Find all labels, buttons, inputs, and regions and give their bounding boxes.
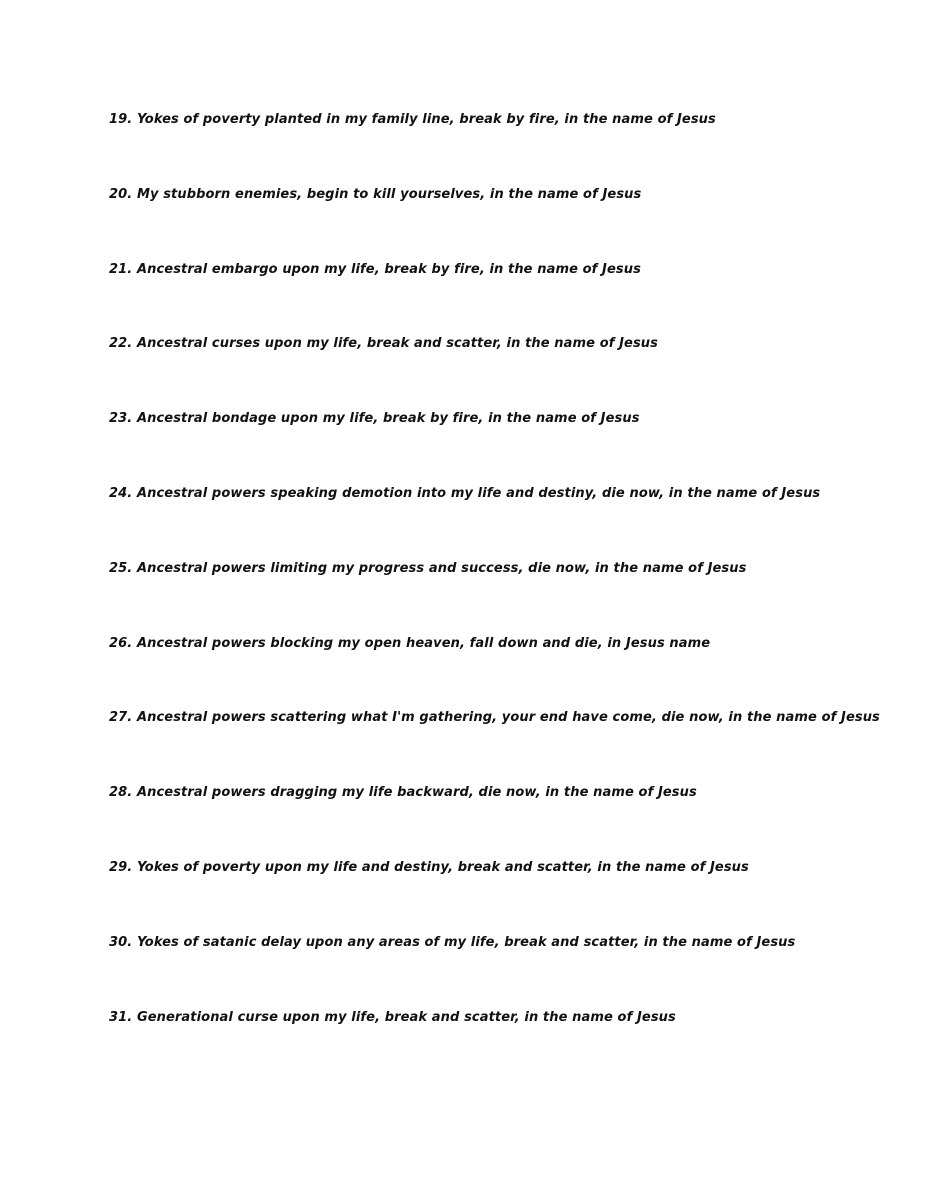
prayer-item-20: 20. My stubborn enemies, begin to kill yourselves, in the name of Jesus <box>109 186 642 202</box>
prayer-item-28: 28. Ancestral powers dragging my life backward, die now, in the name of Jesus <box>109 785 697 801</box>
prayer-item-31: 31. Generational curse upon my life, break and scatter, in the name of Jesus <box>109 1009 676 1025</box>
prayer-item-22: 22. Ancestral curses upon my life, break and scatter, in the name of Jesus <box>109 336 658 352</box>
prayer-list <box>109 108 909 1080</box>
prayer-item-26: 26. Ancestral powers blocking my open heaven, fall down and die, in Jesus name <box>109 635 711 651</box>
prayer-item-23: 23. Ancestral bondage upon my life, break by fire, in the name of Jesus <box>109 411 640 427</box>
prayer-item-24: 24. Ancestral powers speaking demotion into my life and destiny, die now, in the name of Jesus <box>109 485 821 501</box>
prayer-item-29: 29. Yokes of poverty upon my life and destiny, break and scatter, in the name of Jesus <box>109 859 749 875</box>
prayer-item-25: 25. Ancestral powers limiting my progress and success, die now, in the name of Jesus <box>109 560 747 576</box>
prayer-item-21: 21. Ancestral embargo upon my life, break by fire, in the name of Jesus <box>109 261 641 277</box>
prayer-item-19: 19. Yokes of poverty planted in my family line, break by fire, in the name of Jesus <box>109 112 716 127</box>
prayer-item-27: 27. Ancestral powers scattering what I'm gathering, your end have come, die now, in the name of Jesus <box>109 710 880 726</box>
prayer-item-30: 30. Yokes of satanic delay upon any areas of my life, break and scatter, in the name of Jesus <box>109 934 796 950</box>
